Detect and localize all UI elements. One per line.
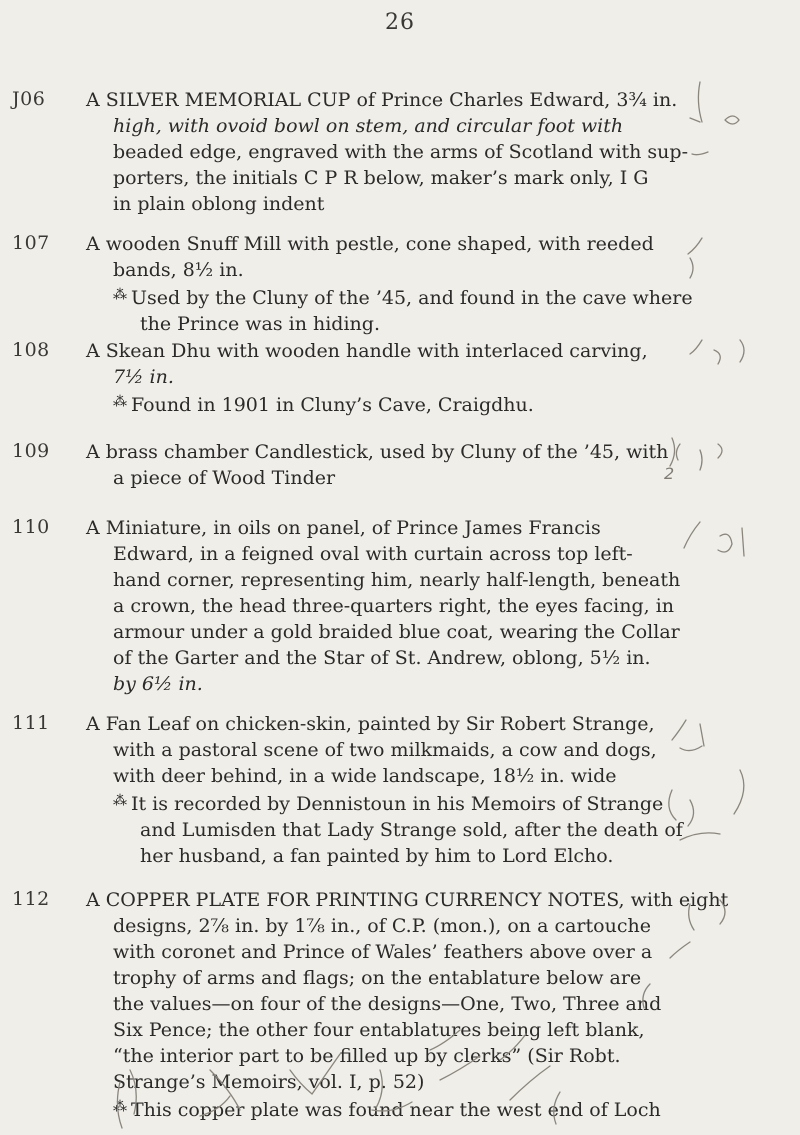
pencil-tick bbox=[700, 444, 722, 470]
lot-line-text: A SILVER MEMORIAL CUP of Prince Charles Edward, 3¾ in. bbox=[86, 89, 678, 111]
asterism-icon: ⁂ bbox=[113, 394, 127, 410]
lot-number: 111 bbox=[12, 712, 50, 734]
lot-line bbox=[86, 88, 677, 112]
lot-line: “the interior part to be filled up by clerks” (Sir Robt. bbox=[113, 1045, 621, 1067]
pencil-tick bbox=[692, 152, 708, 155]
lot-number: 112 bbox=[12, 888, 50, 910]
lot-line: A Miniature, in oils on panel, of Prince James Francis bbox=[86, 517, 601, 539]
lot-line: 7½ in. bbox=[113, 366, 174, 388]
lot-line: by 6½ in. bbox=[113, 673, 203, 695]
lot-line: the values—on four of the designs—One, Two, Three and bbox=[113, 993, 662, 1015]
lot-line: Six Pence; the other four entablatures being left blank, bbox=[113, 1019, 645, 1041]
lot-note: ⁂ Used by the Cluny of the ’45, and found in the cave where bbox=[113, 287, 693, 309]
lot-line: hand corner, representing him, nearly half-length, beneath bbox=[113, 569, 681, 591]
asterism-icon: ⁂ bbox=[113, 1099, 127, 1115]
lot-line: designs, 2⅞ in. by 1⅞ in., of C.P. (mon.), on a cartouche bbox=[113, 915, 651, 937]
pencil-tick bbox=[714, 340, 744, 364]
pencil-tick bbox=[690, 82, 702, 122]
lot-note: and Lumisden that Lady Strange sold, after the death of bbox=[140, 819, 683, 841]
lot-line: with a pastoral scene of two milkmaids, a cow and dogs, bbox=[113, 739, 657, 761]
lot-line: Strange’s Memoirs, vol. I, p. 52) bbox=[113, 1071, 425, 1093]
lot-line: in plain oblong indent bbox=[113, 193, 325, 215]
lot-line: A Fan Leaf on chicken-skin, painted by Sir Robert Strange, bbox=[86, 713, 655, 735]
lot-line: A brass chamber Candlestick, used by Cluny of the ’45, with bbox=[86, 441, 669, 463]
lot-number: 110 bbox=[12, 516, 50, 538]
lot-note: ⁂ This copper plate was found near the west end of Loch bbox=[113, 1099, 661, 1121]
lot-line: porters, the initials C P R below, maker’s mark only, I G bbox=[113, 167, 649, 189]
lot-note: her husband, a fan painted by him to Lord Elcho. bbox=[140, 845, 614, 867]
pencil-tick bbox=[670, 942, 690, 958]
pencil-tick bbox=[725, 116, 739, 124]
pencil-tick bbox=[690, 340, 702, 354]
lot-note: the Prince was in hiding. bbox=[140, 313, 380, 335]
lot-number: J06 bbox=[12, 88, 46, 110]
asterism-icon: ⁂ bbox=[113, 793, 127, 809]
lot-line: with coronet and Prince of Wales’ feathers above over a bbox=[113, 941, 653, 963]
lot-line: a piece of Wood Tinder bbox=[113, 467, 336, 489]
asterism-icon: ⁂ bbox=[113, 287, 127, 303]
lot-note: ⁂ Found in 1901 in Cluny’s Cave, Craigdhu. bbox=[113, 394, 534, 416]
pencil-tick bbox=[680, 770, 744, 840]
lot-line: bands, 8½ in. bbox=[113, 259, 244, 281]
lot-line: A COPPER PLATE FOR PRINTING CURRENCY NOTES, with eight bbox=[86, 889, 729, 911]
lot-number: 109 bbox=[12, 440, 50, 462]
lot-line: with deer behind, in a wide landscape, 18½ in. wide bbox=[113, 765, 617, 787]
lot-line: trophy of arms and flags; on the entablature below are bbox=[113, 967, 642, 989]
lot-line: beaded edge, engraved with the arms of Scotland with sup- bbox=[113, 141, 689, 163]
pencil-tick bbox=[670, 438, 680, 466]
lot-line: A Skean Dhu with wooden handle with interlaced carving, bbox=[86, 340, 648, 362]
lot-line: high, with ovoid bowl on stem, and circular foot with bbox=[113, 115, 624, 137]
pencil-tick bbox=[688, 238, 702, 278]
lot-number: 107 bbox=[12, 232, 50, 254]
page-number: 26 bbox=[385, 10, 415, 35]
lot-number: 108 bbox=[12, 339, 50, 361]
pencil-tick bbox=[672, 720, 704, 746]
lot-line: of the Garter and the Star of St. Andrew, oblong, 5½ in. bbox=[113, 647, 651, 669]
lot-line: A wooden Snuff Mill with pestle, cone shaped, with reeded bbox=[86, 233, 654, 255]
lot-line: Edward, in a feigned oval with curtain across top left- bbox=[113, 543, 633, 565]
lot-line: a crown, the head three-quarters right, the eyes facing, in bbox=[113, 595, 675, 617]
lot-line: armour under a gold braided blue coat, wearing the Collar bbox=[113, 621, 680, 643]
pencil-annotation: 2 bbox=[664, 464, 675, 483]
pencil-tick bbox=[718, 528, 744, 556]
pencil-tick bbox=[684, 522, 700, 548]
pencil-tick bbox=[680, 746, 702, 751]
lot-note: ⁂ It is recorded by Dennistoun in his Memoirs of Strange bbox=[113, 793, 664, 815]
